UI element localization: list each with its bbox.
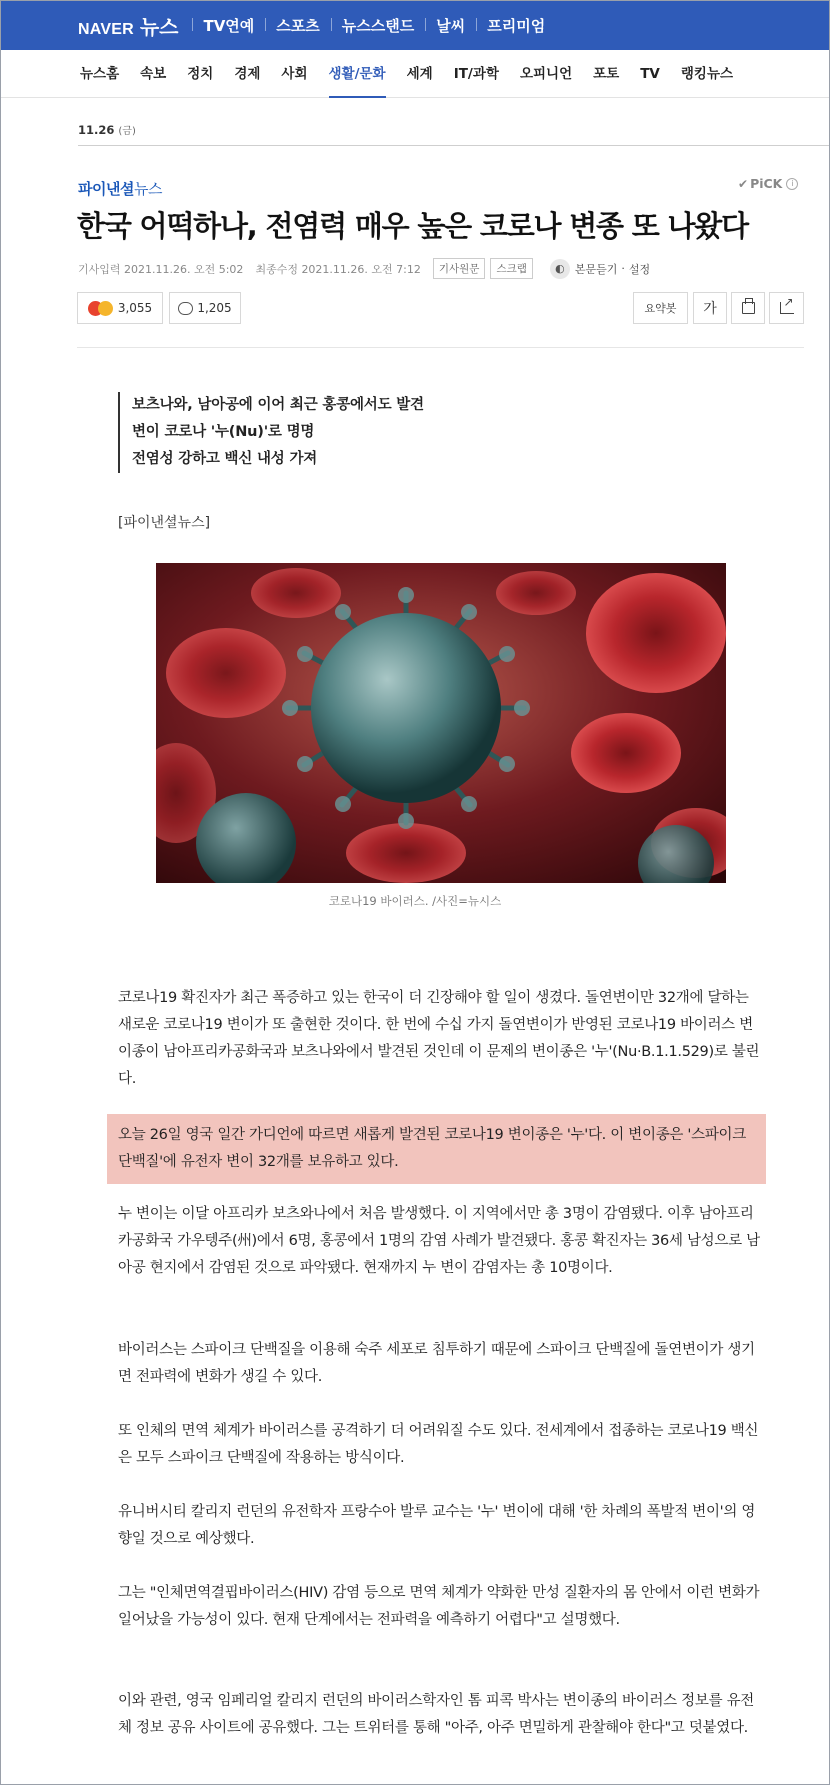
section-nav-tv[interactable]: TV	[640, 65, 660, 82]
body-paragraph: 이와 관련, 영국 임페리얼 칼리지 런던의 바이러스학자인 톰 피콕 박사는 변이종의 바이러스 정보를 유전체 정보 공유 사이트에 공유했다. 그는 트위터를 통해 "아주, 아주 면밀하게 관찰해야 한다"고 덧붙였다.	[118, 1693, 755, 1736]
share-icon	[780, 302, 794, 314]
virus-photo-illustration	[156, 563, 726, 883]
info-icon[interactable]: i	[786, 178, 798, 190]
date-day: 11.26	[78, 123, 115, 137]
date-divider	[78, 145, 830, 146]
press-logo[interactable]	[78, 178, 162, 199]
section-nav-society[interactable]: 사회	[281, 65, 308, 82]
body-paragraph: 유니버시티 칼리지 런던의 유전학자 프랑수아 발루 교수는 '누' 변이에 대해 '한 차례의 폭발적 변이'의 영향일 것으로 예상했다.	[118, 1504, 756, 1547]
pick-label: PiCK	[750, 176, 783, 191]
listen-button[interactable]: ◐ 본문듣기 · 설정	[550, 259, 650, 279]
article-photo[interactable]	[156, 563, 726, 883]
top-bar	[0, 0, 830, 50]
reaction-button[interactable]	[77, 292, 163, 324]
listen-label: 본문듣기	[574, 262, 618, 276]
share-button[interactable]	[769, 292, 804, 324]
section-nav-breaking[interactable]: 속보	[140, 65, 167, 82]
pick-badge	[738, 176, 798, 191]
press-logo-lite: 뉴스	[133, 180, 162, 198]
highlighted-paragraph	[107, 1114, 766, 1184]
body-paragraph: 또 인체의 면역 체계가 바이러스를 공격하기 더 어려워질 수도 있다. 전세계에서 접종하는 코로나19 백신은 모두 스파이크 단백질에 작용하는 방식이다.	[118, 1423, 759, 1466]
highlight-text: 오늘 26일 영국 일간 가디언에 따르면 새롭게 발견된 코로나19 변이종은 '누'다. 이 변이종은 '스파이크 단백질'에 유전자 변이 32개를 보유하고 있다.	[118, 1127, 746, 1170]
settings-link[interactable]: 설정	[628, 262, 651, 276]
section-nav-ranking[interactable]: 랭킹뉴스	[680, 65, 734, 82]
date-weekday: (금)	[118, 126, 136, 137]
date-row	[78, 122, 136, 137]
check-icon: ✔	[738, 176, 749, 191]
lead-line: 보츠나와, 남아공에 이어 최근 홍콩에서도 발견	[132, 397, 424, 413]
section-nav-it-science[interactable]: IT/과학	[453, 65, 499, 82]
print-icon	[742, 302, 755, 314]
section-nav-life-culture[interactable]: 생활/문화	[329, 50, 386, 98]
top-nav-sports[interactable]: 스포츠	[265, 15, 330, 36]
press-logo-bold: 파이낸셜	[78, 180, 134, 198]
font-size-button[interactable]: 가	[693, 292, 727, 324]
summary-bot-button[interactable]: 요약봇	[633, 292, 688, 324]
section-nav-economy[interactable]: 경제	[234, 65, 261, 82]
section-nav	[0, 50, 830, 98]
section-nav-politics[interactable]: 정치	[187, 65, 214, 82]
article-meta	[78, 258, 650, 279]
logo-naver: NAVER	[78, 20, 134, 38]
modified-time: 최종수정 2021.11.26. 오전 7:12	[255, 262, 421, 276]
article-title: 한국 어떡하나, 전염력 매우 높은 코로나 변종 또 나왔다	[77, 209, 748, 243]
top-nav-tv[interactable]: TV연예	[192, 15, 265, 36]
naver-news-logo[interactable]	[78, 11, 178, 40]
body-paragraph: 그는 "인체면역결핍바이러스(HIV) 감염 등으로 면역 체계가 약화한 만성 질환자의 몸 안에서 이런 변화가 일어났을 가능성이 있다. 현재 단계에서는 전파력을 예측하기 어렵다"고 설명했다.	[118, 1585, 760, 1628]
photo-caption: 코로나19 바이러스. /사진=뉴시스	[328, 894, 502, 908]
published-time: 기사입력 2021.11.26. 오전 5:02	[78, 262, 244, 276]
lead-line: 전염성 강하고 백신 내성 가져	[132, 451, 318, 467]
logo-news: 뉴스	[139, 14, 179, 39]
lead-line: 변이 코로나 '누(Nu)'로 명명	[132, 424, 315, 440]
print-button[interactable]	[731, 292, 765, 324]
comment-count: 1,205	[197, 301, 232, 315]
scrap-button[interactable]: 스크랩	[490, 258, 532, 279]
body-paragraph: 누 변이는 이달 아프리카 보츠와나에서 처음 발생했다. 이 지역에서만 총 3명이 감염됐다. 이후 남아프리카공화국 가우텡주(州)에서 6명, 홍콩에서 1명의 감염 사례가 발견됐다. 홍콩 확진자는 36세 남성으로 남아공 현지에서 감염된 것으로 파악됐다. 현재까지 누 변이 감염자는 총 10명이다.	[118, 1206, 760, 1276]
top-nav-newsstand[interactable]: 뉴스스탠드	[331, 15, 425, 36]
section-nav-opinion[interactable]: 오피니언	[519, 65, 573, 82]
top-nav-premium[interactable]: 프리미엄	[476, 15, 556, 36]
body-paragraph: 바이러스는 스파이크 단백질을 이용해 숙주 세포로 침투하기 때문에 스파이크 단백질에 돌연변이가 생기면 전파력에 변화가 생길 수 있다.	[118, 1342, 755, 1385]
comment-bubble-icon	[178, 302, 193, 315]
reaction-count: 3,055	[117, 301, 153, 315]
original-article-button[interactable]: 기사원문	[433, 258, 486, 279]
top-nav	[192, 15, 556, 36]
reaction-emoji-icon	[88, 301, 113, 316]
section-nav-world[interactable]: 세계	[406, 65, 433, 82]
article-lead	[118, 392, 424, 473]
section-nav-home[interactable]: 뉴스홈	[80, 65, 120, 82]
press-source: [파이낸셜뉴스]	[118, 515, 211, 531]
comment-button[interactable]	[169, 292, 241, 324]
headphone-icon: ◐	[550, 259, 570, 279]
top-nav-weather[interactable]: 날씨	[425, 15, 476, 36]
header-divider	[77, 347, 804, 348]
body-paragraph: 코로나19 확진자가 최근 폭증하고 있는 한국이 더 긴장해야 할 일이 생겼다. 돌연변이만 32개에 달하는 새로운 코로나19 변이가 또 출현한 것이다. 한 번에 수십 가지 돌연변이가 반영된 코로나19 바이러스 변이종이 남아프리카공화국과 보츠나와에서 발견된 것인데 이 문제의 변이종은 '누'(Nu·B.1.1.529)로 불린다.	[118, 990, 760, 1087]
section-nav-photo[interactable]: 포토	[593, 65, 620, 82]
